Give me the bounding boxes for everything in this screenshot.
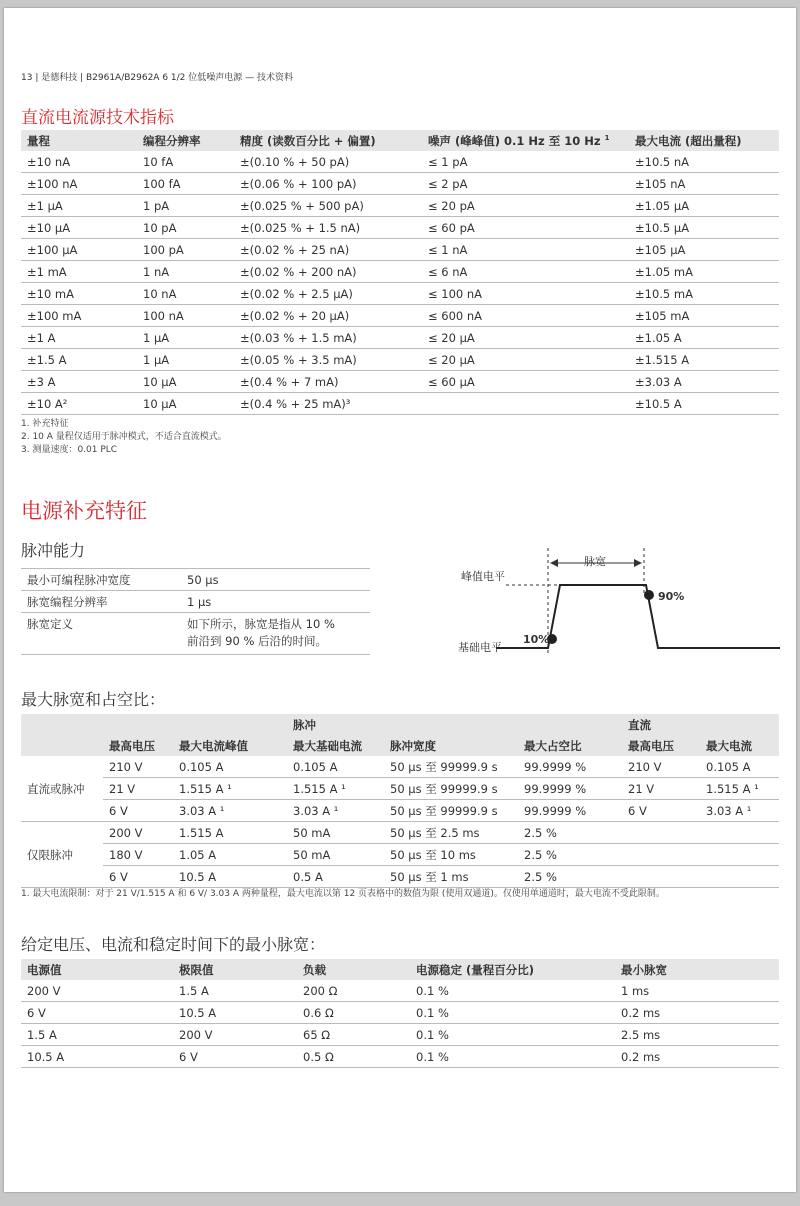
table-cell: 6 V [622,800,700,822]
table-cell: 200 V [103,822,173,844]
table-cell: 0.105 A [173,756,287,778]
note: 2. 10 A 量程仅适用于脉冲模式，不适合直流模式。 [21,432,227,442]
table-row [21,327,779,349]
table-cell: 1 µA [137,349,234,371]
table-cell: 200 V [21,980,173,1002]
table-cell: 50 µs 至 10 ms [384,844,518,866]
table-cell: ±(0.02 % + 200 nA) [234,261,422,283]
col-header: 最大基础电流 [293,738,362,753]
table-cell: 1 µA [137,327,234,349]
table-cell: ±(0.4 % + 25 mA)³ [234,393,422,415]
table-cell: ≤ 20 µA [422,349,629,371]
table-cell: 1.515 A ¹ [173,778,287,800]
table-row [21,173,779,195]
table-cell: 0.6 Ω [297,1002,410,1024]
col-header: 最大电流 [706,738,752,753]
table-cell: 6 V [103,800,173,822]
table-row [21,980,779,1002]
table-cell: 200 Ω [297,980,410,1002]
table-cell: 10.5 A [173,866,287,888]
table-cell: 1.515 A ¹ [700,778,779,800]
ninety-percent-label: 90% [658,590,685,603]
table-cell: ±10.5 nA [629,151,779,173]
table-cell: ±(0.02 % + 20 µA) [234,305,422,327]
table-row [21,756,779,778]
table-row [21,195,779,217]
table-row [21,349,779,371]
row-group-label: 直流或脉冲 [21,756,103,822]
table-row [21,1024,779,1046]
table-row [21,569,370,591]
table-cell: 50 µs 至 99999.9 s [384,800,518,822]
pulse-width-diagram [444,543,794,663]
table-row [21,613,370,655]
table-cell: ≤ 20 pA [422,195,629,217]
table-cell: 0.5 Ω [297,1046,410,1068]
table-cell: 6 V [103,866,173,888]
table-cell: 10 pA [137,217,234,239]
page-header: 13 | 是德科技 | B2961A/B2962A 6 1/2 位低噪声电源 — 技术资料 [21,73,293,83]
table-cell: 0.5 A [287,866,384,888]
col-header: 最高电压 [109,738,155,753]
table-cell: ±1.05 mA [629,261,779,283]
table-row [21,800,779,822]
table-cell [622,866,700,888]
table-cell: 200 V [173,1024,297,1046]
table-cell: ±105 µA [629,239,779,261]
table-cell: ≤ 100 nA [422,283,629,305]
table-cell: 6 V [21,1002,173,1024]
point-90-percent [644,590,654,600]
table-cell: 10 fA [137,151,234,173]
row-label: 最小可编程脉冲宽度 [21,569,181,591]
table-row [21,371,779,393]
table-row [21,151,779,173]
table-row [21,393,779,415]
table-cell: 50 µs 至 2.5 ms [384,822,518,844]
col-header: 最大电流 (超出量程) [635,133,742,148]
table-cell: 1 ms [615,980,779,1002]
col-header: 最大电流峰值 [179,738,248,753]
table-cell: ≤ 20 µA [422,327,629,349]
table-row [21,217,779,239]
table-cell: 10 µA [137,393,234,415]
table-cell: 0.1 % [410,980,615,1002]
table-cell: ±105 mA [629,305,779,327]
table-cell: 0.2 ms [615,1002,779,1024]
row-value: 50 µs [181,569,370,591]
table-cell: 1.5 A [173,980,297,1002]
table-row [21,1002,779,1024]
table-cell: 100 fA [137,173,234,195]
pulse-width-label: 脉宽 [584,555,606,568]
table-cell: 3.03 A ¹ [287,800,384,822]
max-pulse-title: 最大脉宽和占空比： [21,690,166,709]
table-cell: ±(0.03 % + 1.5 mA) [234,327,422,349]
max-pulse-note: 1. 最大电流限制：对于 21 V/1.515 A 和 6 V/ 3.03 A 两种量程，最大电流以第 12 页表格中的数值为限 (使用双通道)。仅使用单通道时，最大电流不受此限制。 [21,889,665,899]
table-cell: ≤ 600 nA [422,305,629,327]
table-cell: ≤ 60 µA [422,371,629,393]
dc-current-title: 直流电流源技术指标 [21,108,174,128]
table-cell: ±1.515 A [629,349,779,371]
table-header-row [21,959,779,980]
table-cell: ±100 mA [21,305,137,327]
max-pulse-table [21,714,779,888]
table-cell: 0.105 A [700,756,779,778]
peak-level-label: 峰值电平 [461,570,505,583]
table-cell: 2.5 % [518,844,622,866]
col-header: 编程分辨率 [143,133,201,148]
table-cell [622,844,700,866]
table-cell: 3.03 A ¹ [700,800,779,822]
col-header: 噪声 (峰峰值) 0.1 Hz 至 10 Hz $^1$ [428,133,610,148]
table-cell: ±100 µA [21,239,137,261]
base-level-label: 基础电平 [458,641,502,654]
table-row [21,866,779,888]
table-cell: ±10.5 µA [629,217,779,239]
table-cell: 10.5 A [173,1002,297,1024]
table-cell: 50 µs 至 99999.9 s [384,778,518,800]
table-cell: ±10 µA [21,217,137,239]
table-cell: ±10 nA [21,151,137,173]
row-group-label: 仅限脉冲 [21,822,103,888]
col-header: 脉冲宽度 [390,738,436,753]
table-cell: 1.5 A [21,1024,173,1046]
table-cell: 2.5 % [518,866,622,888]
table-cell: ±(0.025 % + 500 pA) [234,195,422,217]
table-cell: ≤ 6 nA [422,261,629,283]
table-cell: ±(0.05 % + 3.5 mA) [234,349,422,371]
table-header-row [21,735,779,756]
table-row [21,305,779,327]
table-cell: 100 nA [137,305,234,327]
supplemental-title: 电源补充特征 [21,499,147,523]
pulse-capability-title: 脉冲能力 [21,541,86,560]
table-cell [422,393,629,415]
table-cell [700,866,779,888]
table-header-row [21,130,779,151]
table-cell: 65 Ω [297,1024,410,1046]
table-cell: ±1.05 A [629,327,779,349]
table-row [21,778,779,800]
table-cell [700,844,779,866]
table-cell: ±1 µA [21,195,137,217]
table-cell: 21 V [103,778,173,800]
table-cell: 3.03 A ¹ [173,800,287,822]
table-cell: ±(0.10 % + 50 pA) [234,151,422,173]
table-cell: 50 µs 至 1 ms [384,866,518,888]
table-cell: 1 nA [137,261,234,283]
col-header: 最大占空比 [524,738,582,753]
table-cell: ±3.03 A [629,371,779,393]
table-cell: ±100 nA [21,173,137,195]
table-cell: 99.9999 % [518,778,622,800]
table-cell: 99.9999 % [518,800,622,822]
table-cell: 50 mA [287,844,384,866]
table-cell: 180 V [103,844,173,866]
row-value: 1 µs [181,591,370,613]
row-label: 脉宽定义 [21,613,181,655]
ten-percent-label: 10% [523,633,550,646]
table-cell: ±1.05 µA [629,195,779,217]
min-pulse-title: 给定电压、电流和稳定时间下的最小脉宽： [21,935,326,954]
dc-current-table [21,130,779,415]
table-cell: ±(0.06 % + 100 pA) [234,173,422,195]
col-header: 精度 (读数百分比 + 偏置) [240,133,376,148]
table-cell: 10 µA [137,371,234,393]
table-row [21,239,779,261]
row-value: 如下所示，脉宽是指从 10 % 前沿到 90 % 后沿的时间。 [181,613,370,655]
table-cell: ±1 A [21,327,137,349]
table-cell: ±10 mA [21,283,137,305]
col-header: 电源值 [27,962,62,977]
table-cell: 210 V [103,756,173,778]
table-cell: 1.05 A [173,844,287,866]
col-header: 极限值 [179,962,214,977]
table-cell [622,822,700,844]
table-cell: ±1.5 A [21,349,137,371]
table-cell: ±105 nA [629,173,779,195]
table-cell: 50 mA [287,822,384,844]
table-row [21,283,779,305]
table-cell: 210 V [622,756,700,778]
table-cell: ±1 mA [21,261,137,283]
table-cell: 0.1 % [410,1024,615,1046]
group-header-row [21,714,779,735]
table-cell: ≤ 1 nA [422,239,629,261]
table-cell: 10 nA [137,283,234,305]
table-cell: 100 pA [137,239,234,261]
table-row [21,261,779,283]
min-pulse-table [21,959,779,1068]
table-cell: ±3 A [21,371,137,393]
table-cell [700,822,779,844]
col-header: 负载 [303,962,326,977]
table-cell: ±(0.4 % + 7 mA) [234,371,422,393]
col-header: 最高电压 [628,738,674,753]
note: 3. 测量速度：0.01 PLC [21,445,118,455]
table-cell: 21 V [622,778,700,800]
table-cell: ±(0.025 % + 1.5 nA) [234,217,422,239]
table-cell: 10.5 A [21,1046,173,1068]
table-cell: 0.2 ms [615,1046,779,1068]
row-label: 脉宽编程分辨率 [21,591,181,613]
table-cell: ≤ 1 pA [422,151,629,173]
col-header: 最小脉宽 [621,962,667,977]
table-cell: 2.5 ms [615,1024,779,1046]
table-cell: 99.9999 % [518,756,622,778]
table-cell: 1.515 A [173,822,287,844]
table-cell: ±10.5 mA [629,283,779,305]
table-cell: ≤ 60 pA [422,217,629,239]
table-cell: 0.1 % [410,1046,615,1068]
table-row [21,822,779,844]
table-row [21,844,779,866]
table-cell: 2.5 % [518,822,622,844]
table-cell: 1 pA [137,195,234,217]
document-page [4,8,796,1192]
table-cell: 50 µs 至 99999.9 s [384,756,518,778]
table-cell: 6 V [173,1046,297,1068]
table-cell: 1.515 A ¹ [287,778,384,800]
table-cell: ±10.5 A [629,393,779,415]
note: 1. 补充特征 [21,419,69,429]
group-pulse-header: 脉冲 [293,717,316,732]
table-cell: ≤ 2 pA [422,173,629,195]
pulse-capability-table [21,568,370,655]
group-dc-header: 直流 [628,717,651,732]
table-cell: ±10 A² [21,393,137,415]
dc-notes [21,418,227,457]
table-cell: 0.1 % [410,1002,615,1024]
table-cell: ±(0.02 % + 25 nA) [234,239,422,261]
col-header: 电源稳定 (量程百分比) [416,962,535,977]
col-header: 量程 [27,133,50,148]
table-row [21,591,370,613]
table-row [21,1046,779,1068]
table-cell: ±(0.02 % + 2.5 µA) [234,283,422,305]
table-cell: 0.105 A [287,756,384,778]
